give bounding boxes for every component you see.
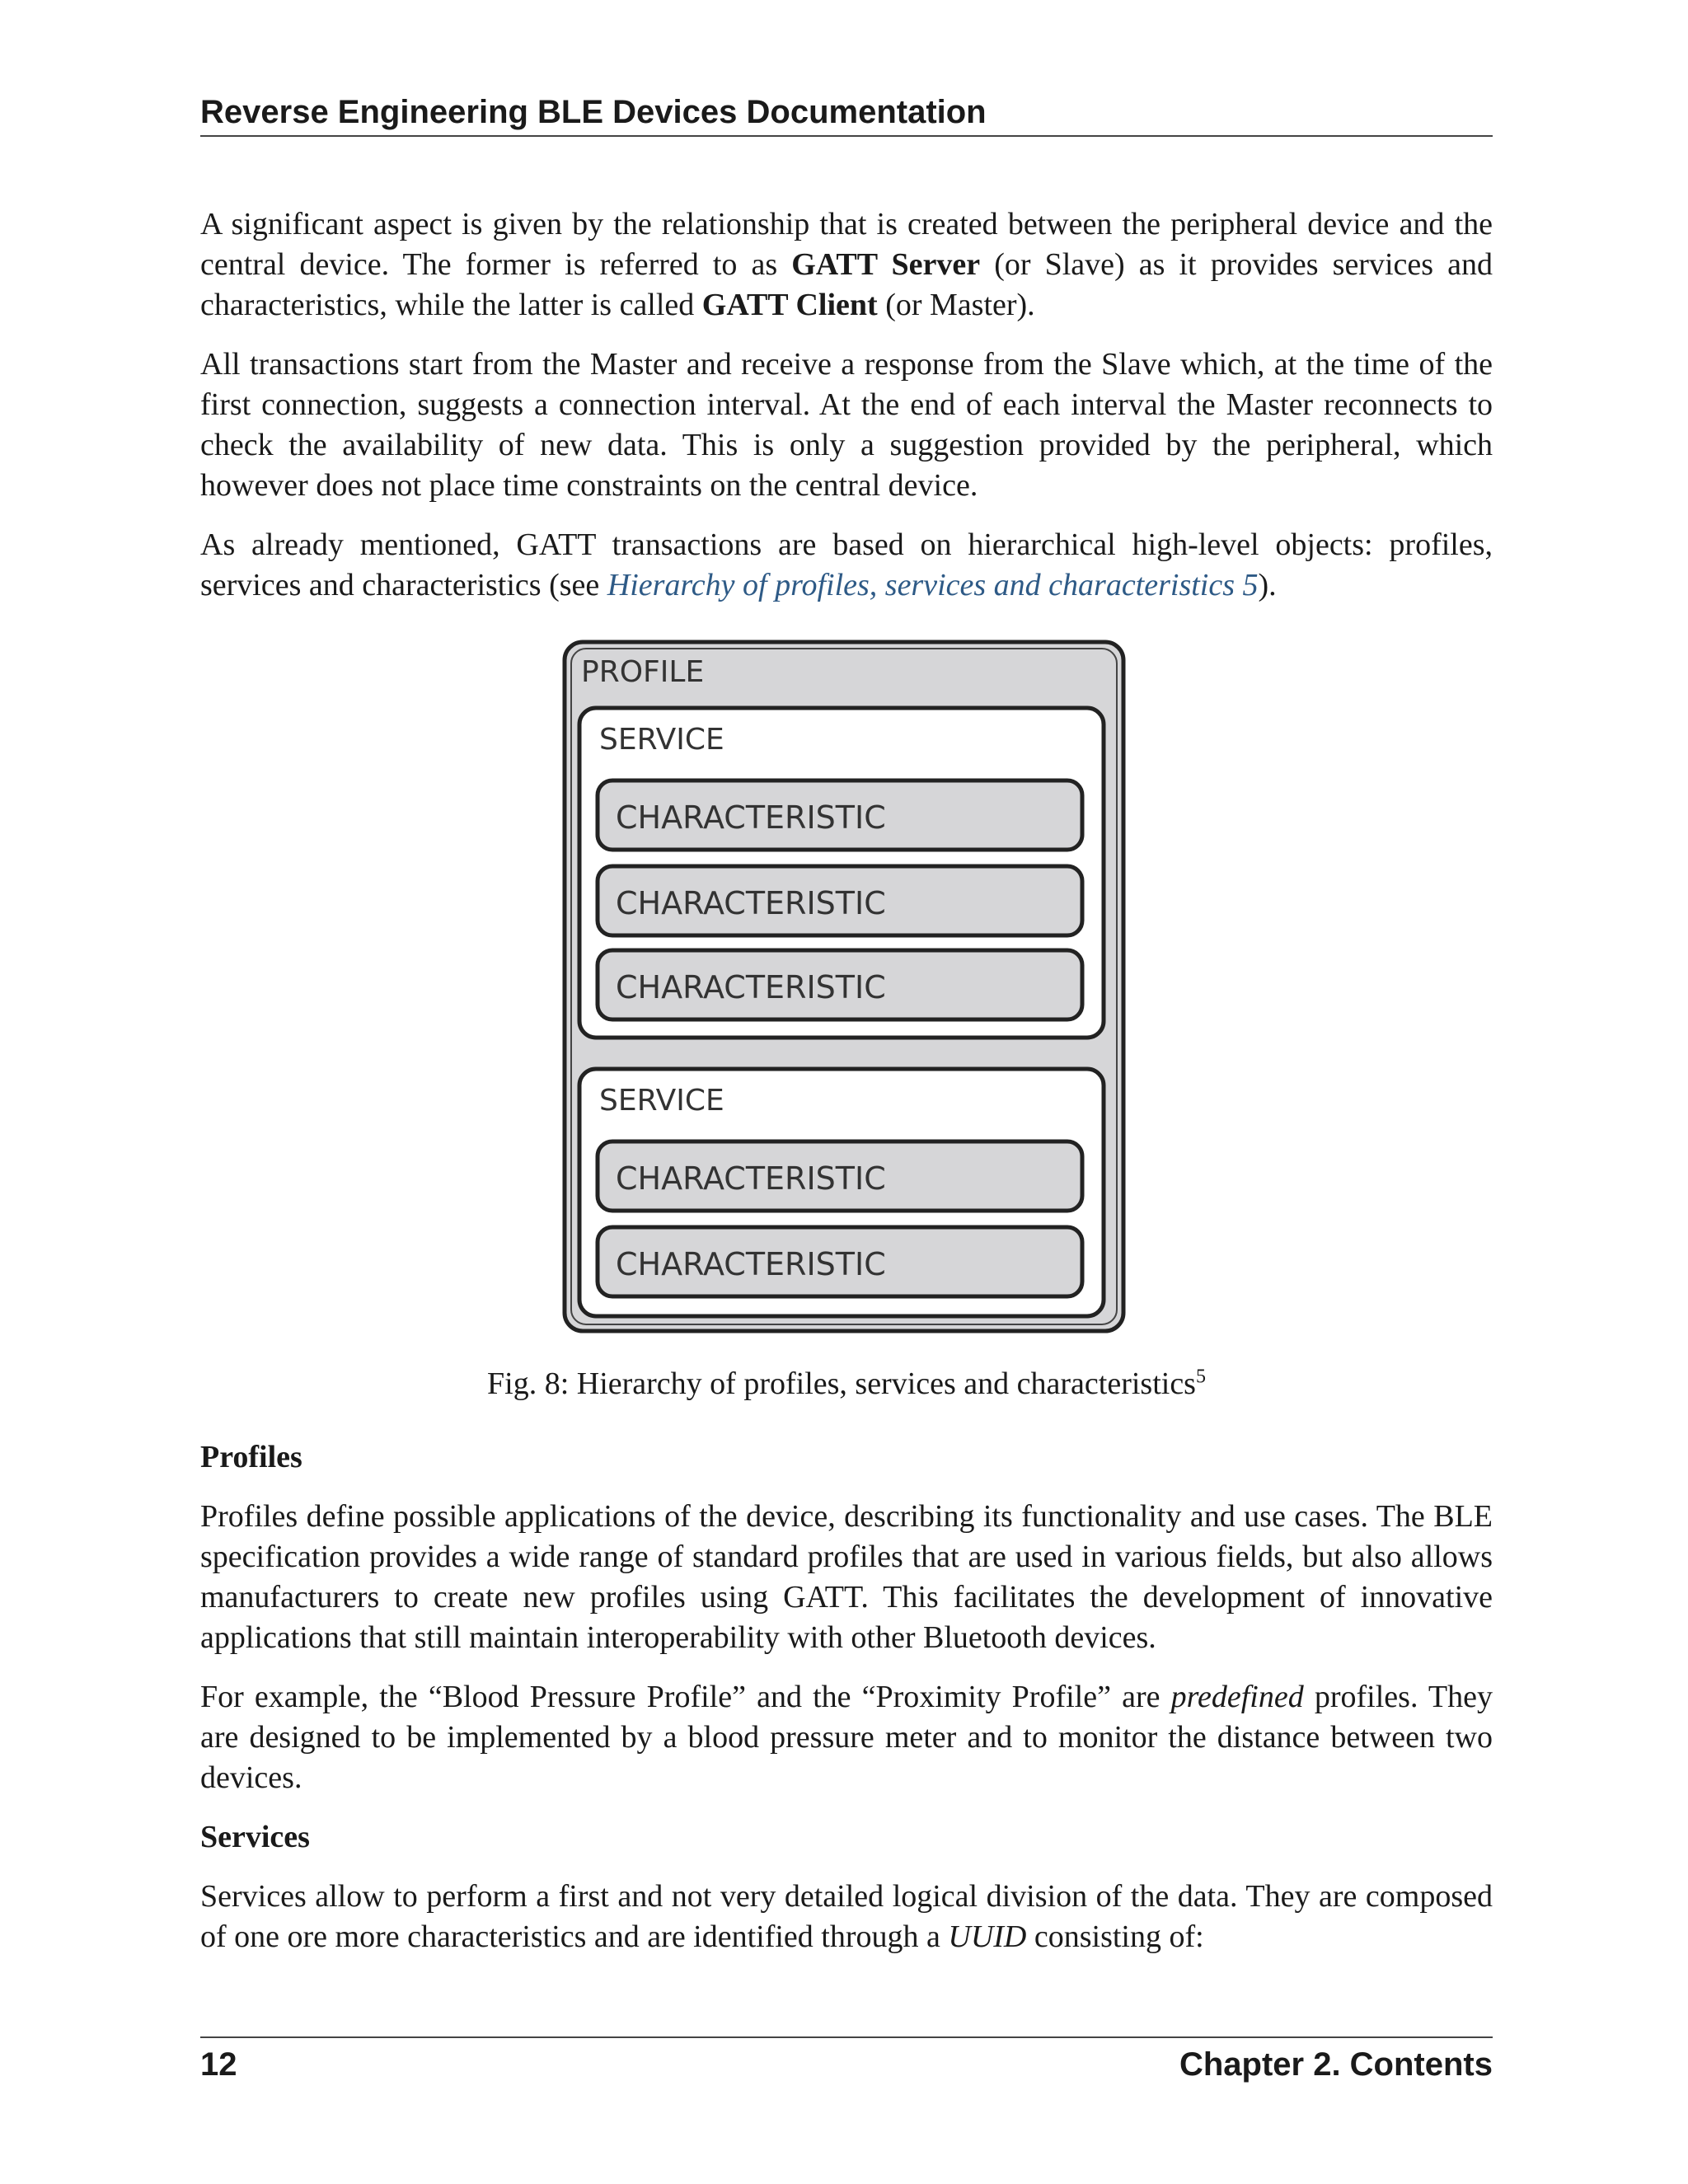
figure-caption bbox=[200, 1364, 1493, 1404]
text-run: A significant aspect is given by the relationship that is created between the peripheral device and the central device. The former is referred to as bbox=[200, 207, 1493, 282]
term-gatt-client: GATT Client bbox=[701, 288, 878, 322]
profiles-heading: Profiles bbox=[200, 1440, 302, 1474]
emphasis-uuid: UUID bbox=[948, 1919, 1027, 1954]
caption-footnote[interactable]: 5 bbox=[1195, 1366, 1206, 1388]
chapter-label: Chapter 2. Contents bbox=[1179, 2046, 1493, 2083]
characteristic-label: CHARACTERISTIC bbox=[616, 885, 886, 921]
text-run: profiles. They are designed to be implemented by a blood pressure meter and to monitor the distance between two devices. bbox=[200, 1680, 1493, 1795]
text-run: As already mentioned, GATT transactions are based on hierarchical high-level objects: profiles, services and characteristics (see bbox=[200, 527, 1493, 602]
paragraph-transactions: All transactions start from the Master and receive a response from the Slave which, at the time of the first connection, suggests a connection interval. At the end of each interval the Master reconnects to check the availability of new data. This is only a suggestion provided by the peripheral, which however does not place time constraints on the central device. bbox=[200, 347, 1493, 503]
services-heading: Services bbox=[200, 1820, 310, 1854]
main-content bbox=[200, 204, 1493, 1976]
text-run: consisting of: bbox=[1026, 1919, 1204, 1954]
emphasis-predefined: predefined bbox=[1170, 1680, 1304, 1714]
document-title: Reverse Engineering BLE Devices Documentation bbox=[200, 94, 987, 130]
page-header bbox=[200, 92, 1493, 137]
hierarchy-diagram bbox=[561, 639, 1128, 1336]
text-run: For example, the “Blood Pressure Profile” and the “Proximity Profile” are bbox=[200, 1680, 1171, 1714]
page-number: 12 bbox=[200, 2046, 237, 2083]
hierarchy-figure bbox=[200, 639, 1493, 1364]
paragraph-hierarchy bbox=[200, 525, 1493, 606]
service-label-2: SERVICE bbox=[599, 1084, 724, 1118]
characteristic-label: CHARACTERISTIC bbox=[616, 969, 886, 1005]
profile-label: PROFILE bbox=[581, 655, 705, 689]
paragraph-gatt-roles bbox=[200, 204, 1493, 326]
figure-link[interactable]: Hierarchy of profiles, services and characteristics 5 bbox=[607, 568, 1259, 602]
paragraph-profile-examples bbox=[200, 1677, 1493, 1798]
text-run: ). bbox=[1258, 568, 1277, 602]
text-run: (or Master). bbox=[877, 288, 1035, 322]
paragraph-profiles: Profiles define possible applications of the device, describing its functionality and use cases. The BLE specification provides a wide range of standard profiles that are used in various fields, but also allows manufacturers to create new profiles using GATT. This facilitates the development of innovative applications that still maintain interoperability with other Bluetooth devices. bbox=[200, 1499, 1493, 1655]
characteristic-label: CHARACTERISTIC bbox=[616, 1160, 886, 1197]
caption-text: Fig. 8: Hierarchy of profiles, services and characteristics bbox=[487, 1366, 1196, 1401]
text-run: Services allow to perform a first and not very detailed logical division of the data. They are composed of one ore more characteristics and are identified through a bbox=[200, 1879, 1493, 1954]
text-run: (or Slave) as it provides services and characteristics, while the latter is called bbox=[200, 247, 1493, 322]
characteristic-label: CHARACTERISTIC bbox=[616, 799, 886, 836]
term-gatt-server: GATT Server bbox=[791, 247, 981, 282]
paragraph-services bbox=[200, 1877, 1493, 1957]
page-footer bbox=[200, 2036, 1493, 2084]
characteristic-label: CHARACTERISTIC bbox=[616, 1246, 886, 1282]
service-label-1: SERVICE bbox=[599, 723, 724, 757]
